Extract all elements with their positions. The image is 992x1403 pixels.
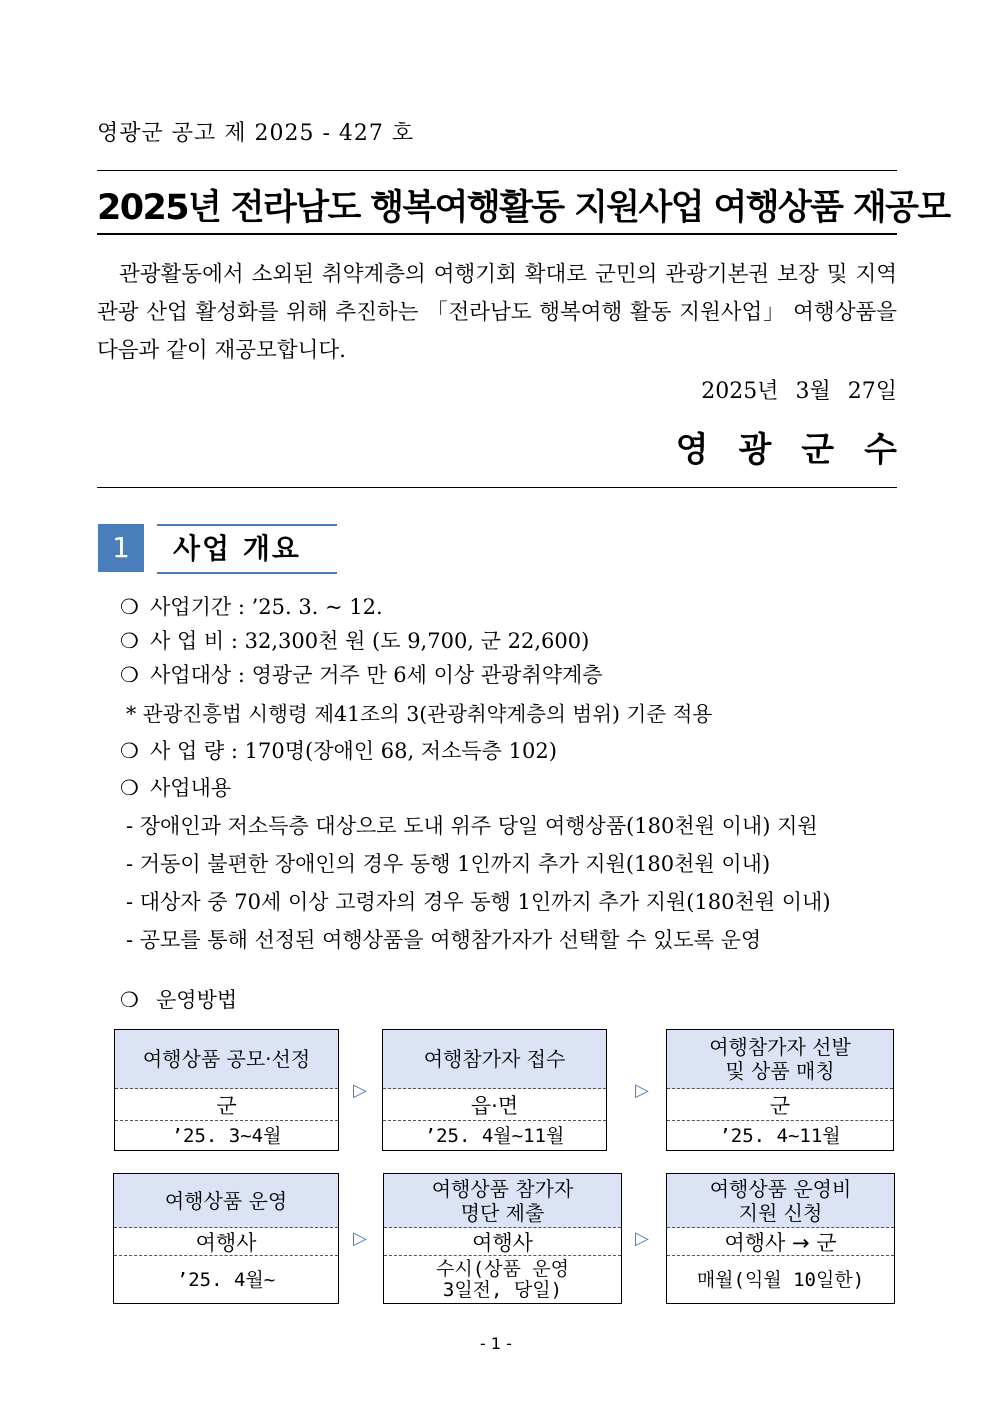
content-line: - 거동이 불편한 장애인의 경우 동행 1인까지 추가 지원(180천원 이내) — [126, 852, 771, 876]
content-line: - 대상자 중 70세 이상 고령자의 경우 동행 1인까지 추가 지원(180천원 이내) — [126, 890, 831, 914]
flow-step-period: ’25. 4~11월 — [719, 1124, 841, 1147]
flow-step-period: ’25. 4월~11월 — [424, 1124, 565, 1147]
item-budget: 사 업 비 : 32,300천 원 (도 9,700, 군 22,600) — [150, 629, 590, 653]
item-content: 사업내용 — [150, 776, 232, 800]
signature: 영광군수 — [675, 430, 927, 470]
circle-bullet-icon: ❍ — [120, 739, 139, 763]
list-item — [120, 735, 557, 765]
circle-bullet-icon: ❍ — [120, 629, 139, 653]
footnote: * 관광진흥법 시행령 제41조의 3(관광취약계층의 범위) 기준 적용 — [126, 702, 713, 726]
flow-step-period: ’25. 4월~ — [176, 1268, 276, 1291]
flow-step-owner: 여행사 — [114, 1228, 338, 1256]
section-title-box — [157, 524, 337, 574]
operation-heading — [120, 984, 237, 1014]
flow-step-owner: 여행사 — [384, 1228, 621, 1256]
flow-step-head: 여행참가자 접수 — [383, 1030, 606, 1089]
flow-arrow-icon: ▷ — [353, 1228, 367, 1249]
content-line: - 공모를 통해 선정된 여행상품을 여행참가자가 선택할 수 있도록 운영 — [126, 928, 762, 952]
flow-step-head: 여행참가자 선발 및 상품 매칭 — [667, 1030, 893, 1089]
title-divider — [97, 233, 897, 235]
list-item — [120, 659, 603, 689]
item-target: 사업대상 : 영광군 거주 만 6세 이상 관광취약계층 — [150, 663, 603, 687]
flow-arrow-icon: ▷ — [635, 1080, 649, 1101]
section-title: 사업 개요 — [173, 532, 301, 565]
flow-step-head: 여행상품 운영 — [114, 1174, 338, 1228]
flow-step-2 — [382, 1029, 607, 1151]
section-number-badge: 1 — [98, 524, 144, 572]
list-item — [120, 625, 589, 655]
flow-step-1 — [114, 1029, 339, 1151]
circle-bullet-icon: ❍ — [120, 595, 139, 619]
item-quantity: 사 업 량 : 170명(장애인 68, 저소득층 102) — [150, 739, 557, 763]
operation-label: 운영방법 — [156, 988, 238, 1012]
header-bottom-divider — [97, 487, 897, 488]
flow-step-owner: 읍·면 — [383, 1089, 606, 1121]
circle-bullet-icon: ❍ — [120, 988, 139, 1012]
top-divider — [97, 170, 897, 171]
flow-step-period: 수시(상품 운영 3일전, 당일) — [435, 1258, 569, 1301]
flow-arrow-icon: ▷ — [635, 1228, 649, 1249]
circle-bullet-icon: ❍ — [120, 776, 139, 800]
list-item — [120, 772, 231, 802]
document-title: 2025년 전라남도 행복여행활동 지원사업 여행상품 재공모 — [97, 188, 950, 228]
flow-step-period: ’25. 3~4월 — [171, 1124, 282, 1147]
flow-step-period: 매월(익월 10일한) — [696, 1268, 865, 1291]
flow-step-4 — [113, 1173, 339, 1304]
item-period: 사업기간 : ’25. 3. ~ 12. — [150, 595, 383, 619]
list-item — [120, 591, 383, 621]
notice-number: 영광군 공고 제 2025 - 427 호 — [97, 121, 415, 146]
flow-step-owner: 군 — [667, 1089, 893, 1121]
flow-step-head: 여행상품 운영비 지원 신청 — [667, 1174, 894, 1228]
notice-date: 2025년 3월 27일 — [701, 379, 897, 404]
intro-paragraph: 관광활동에서 소외된 취약계층의 여행기회 확대로 군민의 관광기본권 보장 및 지역관광 산업 활성화를 위해 추진하는 「전라남도 행복여행 활동 지원사업」 여행상품을 다음과 같이 재공모합니다. — [97, 262, 897, 363]
flow-step-owner: 군 — [115, 1089, 338, 1121]
flow-step-3 — [666, 1029, 894, 1151]
content-line: - 장애인과 저소득층 대상으로 도내 위주 당일 여행상품(180천원 이내) 지원 — [126, 814, 818, 838]
flow-step-5 — [383, 1173, 622, 1304]
flow-step-head: 여행상품 참가자 명단 제출 — [384, 1174, 621, 1228]
flow-step-owner: 여행사 → 군 — [667, 1228, 894, 1256]
flow-step-head: 여행상품 공모·선정 — [115, 1030, 338, 1089]
flow-arrow-icon: ▷ — [353, 1080, 367, 1101]
flow-step-6 — [666, 1173, 895, 1304]
page-number: - 1 - — [480, 1334, 512, 1353]
circle-bullet-icon: ❍ — [120, 663, 139, 687]
